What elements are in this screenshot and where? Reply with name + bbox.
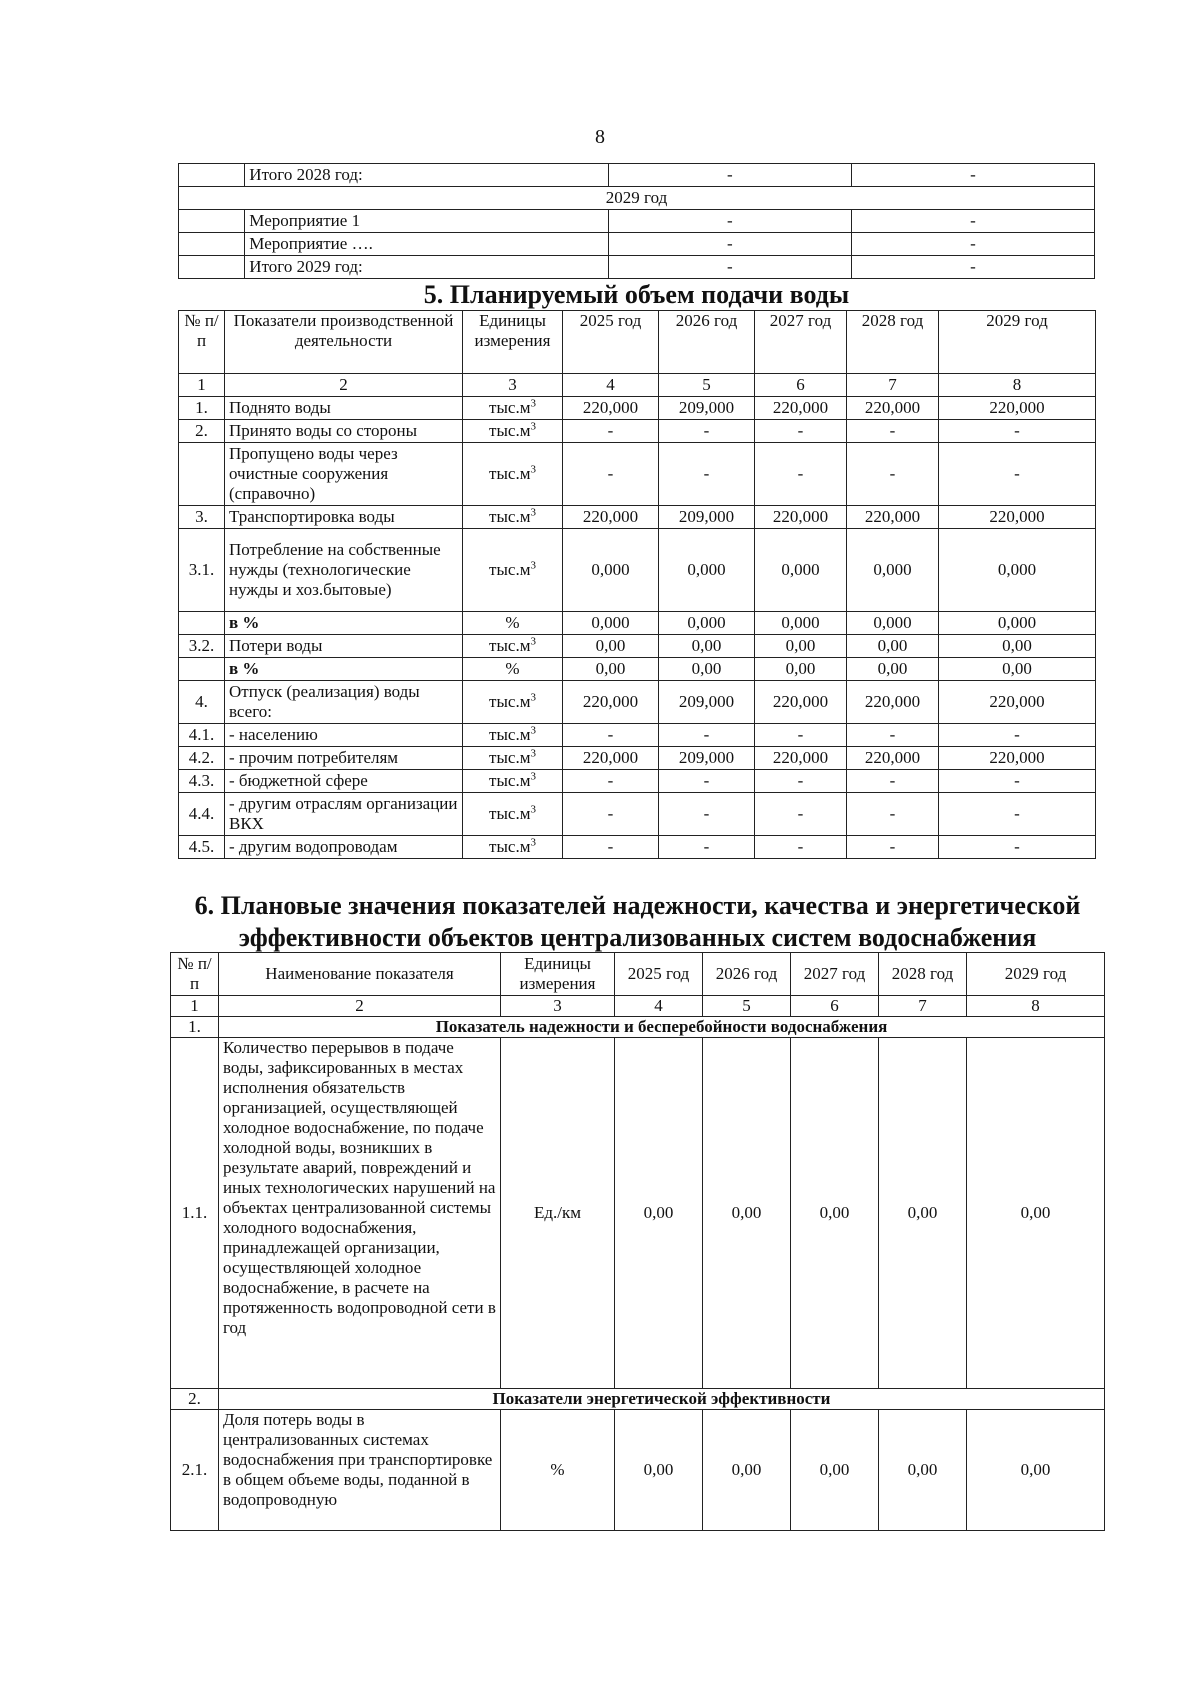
unit-cell: $тыс.м^3$	[463, 635, 563, 658]
group-number: 1.	[171, 1017, 219, 1038]
column-number: 7	[879, 996, 967, 1017]
value-cell: 0,000	[563, 529, 659, 612]
row-number: 4.1.	[179, 724, 225, 747]
measure-label: Итого 2028 год:	[245, 164, 608, 187]
value-cell: -	[847, 770, 939, 793]
group-title: Показатель надежности и бесперебойности водоснабжения	[219, 1017, 1105, 1038]
row-number: 3.2.	[179, 635, 225, 658]
value-cell: -	[659, 724, 755, 747]
column-header: Единицы измерения	[501, 953, 615, 996]
value-cell: 220,000	[563, 681, 659, 724]
unit-cell: $тыс.м^3$	[463, 793, 563, 836]
unit-superscript: 3	[530, 559, 536, 572]
value-cell: -	[847, 793, 939, 836]
value-cell: -	[755, 793, 847, 836]
indicator-name: Потребление на собственные нужды (технологические нужды и хоз.бытовые)	[225, 529, 463, 612]
unit-cell: $тыс.м^3$	[463, 770, 563, 793]
table-row	[179, 612, 1096, 635]
unit-cell: $тыс.м^3$	[463, 747, 563, 770]
unit-cell: %	[501, 1410, 615, 1531]
unit-superscript: 3	[530, 420, 536, 433]
table-row	[171, 1410, 1105, 1531]
value-cell: 0,000	[847, 529, 939, 612]
row-number-cell	[179, 164, 245, 187]
unit-superscript: 3	[530, 635, 536, 648]
indicator-name: - другим отраслям организации ВКХ	[225, 793, 463, 836]
row-number: 4.4.	[179, 793, 225, 836]
value-cell: 220,000	[939, 506, 1096, 529]
value-cell: -	[939, 836, 1096, 859]
value-cell: 0,00	[967, 1038, 1105, 1389]
value-cell: 209,000	[659, 506, 755, 529]
header-row	[179, 311, 1096, 374]
unit-superscript: 3	[530, 397, 536, 410]
column-number: 1	[171, 996, 219, 1017]
column-header: 2025 год	[563, 311, 659, 374]
value-cell: -	[659, 770, 755, 793]
value-cell: 220,000	[755, 397, 847, 420]
indicator-name: Поднято воды	[225, 397, 463, 420]
row-number: 4.	[179, 681, 225, 724]
indicator-name: - прочим потребителям	[225, 747, 463, 770]
value-cell: 0,00	[755, 658, 847, 681]
value-cell: -	[659, 793, 755, 836]
row-number: 3.1.	[179, 529, 225, 612]
table-row	[179, 724, 1096, 747]
table-row	[179, 233, 1095, 256]
value-cell: 0,00	[703, 1410, 791, 1531]
unit-superscript: 3	[530, 770, 536, 783]
column-number: 3	[501, 996, 615, 1017]
table-row	[179, 793, 1096, 836]
row-number	[179, 612, 225, 635]
column-header: Единицы измерения	[463, 311, 563, 374]
column-number: 3	[463, 374, 563, 397]
unit-cell: %	[463, 658, 563, 681]
unit-cell: %	[463, 612, 563, 635]
column-number: 2	[225, 374, 463, 397]
year-section-label: 2029 год	[179, 187, 1095, 210]
indicator-name: в %	[225, 658, 463, 681]
value-cell: 220,000	[847, 681, 939, 724]
value-cell: -	[939, 443, 1096, 506]
unit-cell: $тыс.м^3$	[463, 397, 563, 420]
indicator-name: Пропущено воды через очистные сооружения (справочно)	[225, 443, 463, 506]
value-cell: 0,00	[659, 658, 755, 681]
table-row	[179, 443, 1096, 506]
row-number-cell	[179, 233, 245, 256]
value-cell: 0,000	[659, 612, 755, 635]
measure-label: Итого 2029 год:	[245, 256, 608, 279]
value-cell: 0,00	[563, 658, 659, 681]
section6-title: 6. Плановые значения показателей надежности, качества и энергетической эффективности объектов централизованных систем водоснабжения	[194, 891, 1081, 952]
column-header: 2028 год	[847, 311, 939, 374]
value-cell: 0,00	[615, 1410, 703, 1531]
value-cell: -	[659, 836, 755, 859]
value-cell: 0,00	[659, 635, 755, 658]
indicator-name: Количество перерывов в подаче воды, зафиксированных в местах исполнения обязательств организацией, осуществляющей холодное водоснабжение, по подаче холодной воды, возникших в результате аварий, повреждений и иных технологических нарушений на объектах централизованной системы холодного водоснабжения, принадлежащей организации, осуществляющей холодное водоснабжение, в расчете на протяженность водопроводной сети в год	[219, 1038, 501, 1389]
column-number: 8	[939, 374, 1096, 397]
value-cell: -	[608, 164, 851, 187]
unit-superscript: 3	[530, 691, 536, 704]
value-cell: -	[659, 443, 755, 506]
unit-superscript: 3	[530, 724, 536, 737]
unit-cell: $тыс.м^3$	[463, 443, 563, 506]
value-cell: 0,00	[703, 1038, 791, 1389]
value-cell: -	[755, 420, 847, 443]
value-cell: 0,00	[791, 1038, 879, 1389]
value-cell: -	[847, 724, 939, 747]
value-cell: 0,00	[879, 1410, 967, 1531]
value-cell: 0,000	[659, 529, 755, 612]
section5-title: 5. Планируемый объем подачи воды	[423, 280, 850, 309]
table-row	[179, 397, 1096, 420]
value-cell: 209,000	[659, 681, 755, 724]
water-supply-table	[178, 310, 1096, 859]
value-cell: -	[939, 793, 1096, 836]
unit-cell: $тыс.м^3$	[463, 506, 563, 529]
column-number: 1	[179, 374, 225, 397]
table-row	[179, 529, 1096, 612]
group-number: 2.	[171, 1389, 219, 1410]
unit-cell: $тыс.м^3$	[463, 836, 563, 859]
indicator-name: - бюджетной сфере	[225, 770, 463, 793]
column-number: 7	[847, 374, 939, 397]
value-cell: 0,00	[939, 658, 1096, 681]
value-cell: -	[851, 233, 1094, 256]
value-cell: -	[755, 443, 847, 506]
column-header: 2026 год	[703, 953, 791, 996]
row-number: 2.	[179, 420, 225, 443]
group-row	[171, 1017, 1105, 1038]
value-cell: 220,000	[939, 681, 1096, 724]
value-cell: 220,000	[847, 747, 939, 770]
column-number: 4	[615, 996, 703, 1017]
value-cell: -	[563, 443, 659, 506]
value-cell: 209,000	[659, 747, 755, 770]
unit-cell: $тыс.м^3$	[463, 420, 563, 443]
table-row	[179, 681, 1096, 724]
table-row	[179, 420, 1096, 443]
table-row	[179, 836, 1096, 859]
value-cell: -	[563, 420, 659, 443]
indicator-name: Транспортировка воды	[225, 506, 463, 529]
value-cell: -	[755, 724, 847, 747]
column-number: 6	[791, 996, 879, 1017]
value-cell: -	[939, 420, 1096, 443]
table-row	[179, 164, 1095, 187]
measures-table	[178, 163, 1095, 279]
value-cell: -	[659, 420, 755, 443]
unit-superscript: 3	[530, 463, 536, 476]
unit-cell: $тыс.м^3$	[463, 529, 563, 612]
unit-cell: Ед./км	[501, 1038, 615, 1389]
column-header: № п/п	[171, 953, 219, 996]
column-header: Наименование показателя	[219, 953, 501, 996]
row-number: 4.2.	[179, 747, 225, 770]
table-row	[179, 635, 1096, 658]
row-number: 3.	[179, 506, 225, 529]
value-cell: 220,000	[939, 397, 1096, 420]
column-header: 2025 год	[615, 953, 703, 996]
row-number: 1.	[179, 397, 225, 420]
column-header: № п/п	[179, 311, 225, 374]
indicator-name: в %	[225, 612, 463, 635]
value-cell: -	[851, 164, 1094, 187]
value-cell: 0,000	[939, 612, 1096, 635]
table-row	[179, 210, 1095, 233]
value-cell: -	[755, 836, 847, 859]
value-cell: -	[563, 793, 659, 836]
unit-superscript: 3	[530, 506, 536, 519]
header-row	[171, 953, 1105, 996]
table-row	[179, 658, 1096, 681]
value-cell: 220,000	[847, 506, 939, 529]
value-cell: 0,000	[755, 529, 847, 612]
value-cell: -	[939, 770, 1096, 793]
unit-cell: $тыс.м^3$	[463, 681, 563, 724]
column-number: 8	[967, 996, 1105, 1017]
value-cell: 220,000	[755, 506, 847, 529]
value-cell: 220,000	[847, 397, 939, 420]
value-cell: 220,000	[939, 747, 1096, 770]
column-number: 6	[755, 374, 847, 397]
value-cell: -	[847, 420, 939, 443]
value-cell: -	[755, 770, 847, 793]
value-cell: 0,000	[939, 529, 1096, 612]
value-cell: -	[608, 233, 851, 256]
value-cell: 0,00	[563, 635, 659, 658]
column-header: 2029 год	[939, 311, 1096, 374]
indicator-name: Доля потерь воды в централизованных системах водоснабжения при транспортировке в общем объеме воды, поданной в водопроводную	[219, 1410, 501, 1531]
unit-cell: $тыс.м^3$	[463, 724, 563, 747]
indicator-name: Принято воды со стороны	[225, 420, 463, 443]
row-number-cell	[179, 210, 245, 233]
value-cell: 220,000	[755, 747, 847, 770]
table-row	[179, 187, 1095, 210]
group-title: Показатели энергетической эффективности	[219, 1389, 1105, 1410]
value-cell: 220,000	[755, 681, 847, 724]
column-header: 2027 год	[755, 311, 847, 374]
value-cell: -	[563, 724, 659, 747]
page-number: 8	[595, 126, 605, 148]
indicator-name: - населению	[225, 724, 463, 747]
value-cell: 0,00	[847, 635, 939, 658]
row-number: 4.3.	[179, 770, 225, 793]
table-row	[179, 770, 1096, 793]
column-number: 5	[703, 996, 791, 1017]
value-cell: -	[847, 836, 939, 859]
column-number: 2	[219, 996, 501, 1017]
row-number: 1.1.	[171, 1038, 219, 1389]
value-cell: -	[939, 724, 1096, 747]
value-cell: 0,00	[879, 1038, 967, 1389]
value-cell: 0,000	[563, 612, 659, 635]
value-cell: 0,00	[967, 1410, 1105, 1531]
value-cell: 0,00	[847, 658, 939, 681]
value-cell: -	[608, 210, 851, 233]
value-cell: 209,000	[659, 397, 755, 420]
value-cell: 0,000	[755, 612, 847, 635]
indicator-name: Отпуск (реализация) воды всего:	[225, 681, 463, 724]
row-number	[179, 658, 225, 681]
value-cell: 0,00	[791, 1410, 879, 1531]
value-cell: 220,000	[563, 747, 659, 770]
value-cell: -	[851, 210, 1094, 233]
value-cell: -	[851, 256, 1094, 279]
row-number	[179, 443, 225, 506]
column-number: 4	[563, 374, 659, 397]
value-cell: 0,00	[755, 635, 847, 658]
column-header: 2029 год	[967, 953, 1105, 996]
value-cell: 0,00	[939, 635, 1096, 658]
table-row	[179, 506, 1096, 529]
value-cell: -	[847, 443, 939, 506]
value-cell: 0,000	[847, 612, 939, 635]
column-number-row	[171, 996, 1105, 1017]
value-cell: 220,000	[563, 506, 659, 529]
unit-superscript: 3	[530, 747, 536, 760]
column-number-row	[179, 374, 1096, 397]
indicator-name: Потери воды	[225, 635, 463, 658]
table-row	[179, 256, 1095, 279]
unit-superscript: 3	[530, 803, 536, 816]
column-header: 2027 год	[791, 953, 879, 996]
value-cell: 220,000	[563, 397, 659, 420]
value-cell: -	[563, 770, 659, 793]
table-row	[179, 747, 1096, 770]
measure-label: Мероприятие 1	[245, 210, 608, 233]
column-header: 2026 год	[659, 311, 755, 374]
column-number: 5	[659, 374, 755, 397]
indicators-table	[170, 952, 1105, 1531]
row-number-cell	[179, 256, 245, 279]
column-header: 2028 год	[879, 953, 967, 996]
table-row	[171, 1038, 1105, 1389]
value-cell: -	[608, 256, 851, 279]
measure-label: Мероприятие ….	[245, 233, 608, 256]
group-row	[171, 1389, 1105, 1410]
value-cell: -	[563, 836, 659, 859]
row-number: 4.5.	[179, 836, 225, 859]
column-header: Показатели производственной деятельности	[225, 311, 463, 374]
value-cell: 0,00	[615, 1038, 703, 1389]
unit-superscript: 3	[530, 836, 536, 849]
indicator-name: - другим водопроводам	[225, 836, 463, 859]
row-number: 2.1.	[171, 1410, 219, 1531]
